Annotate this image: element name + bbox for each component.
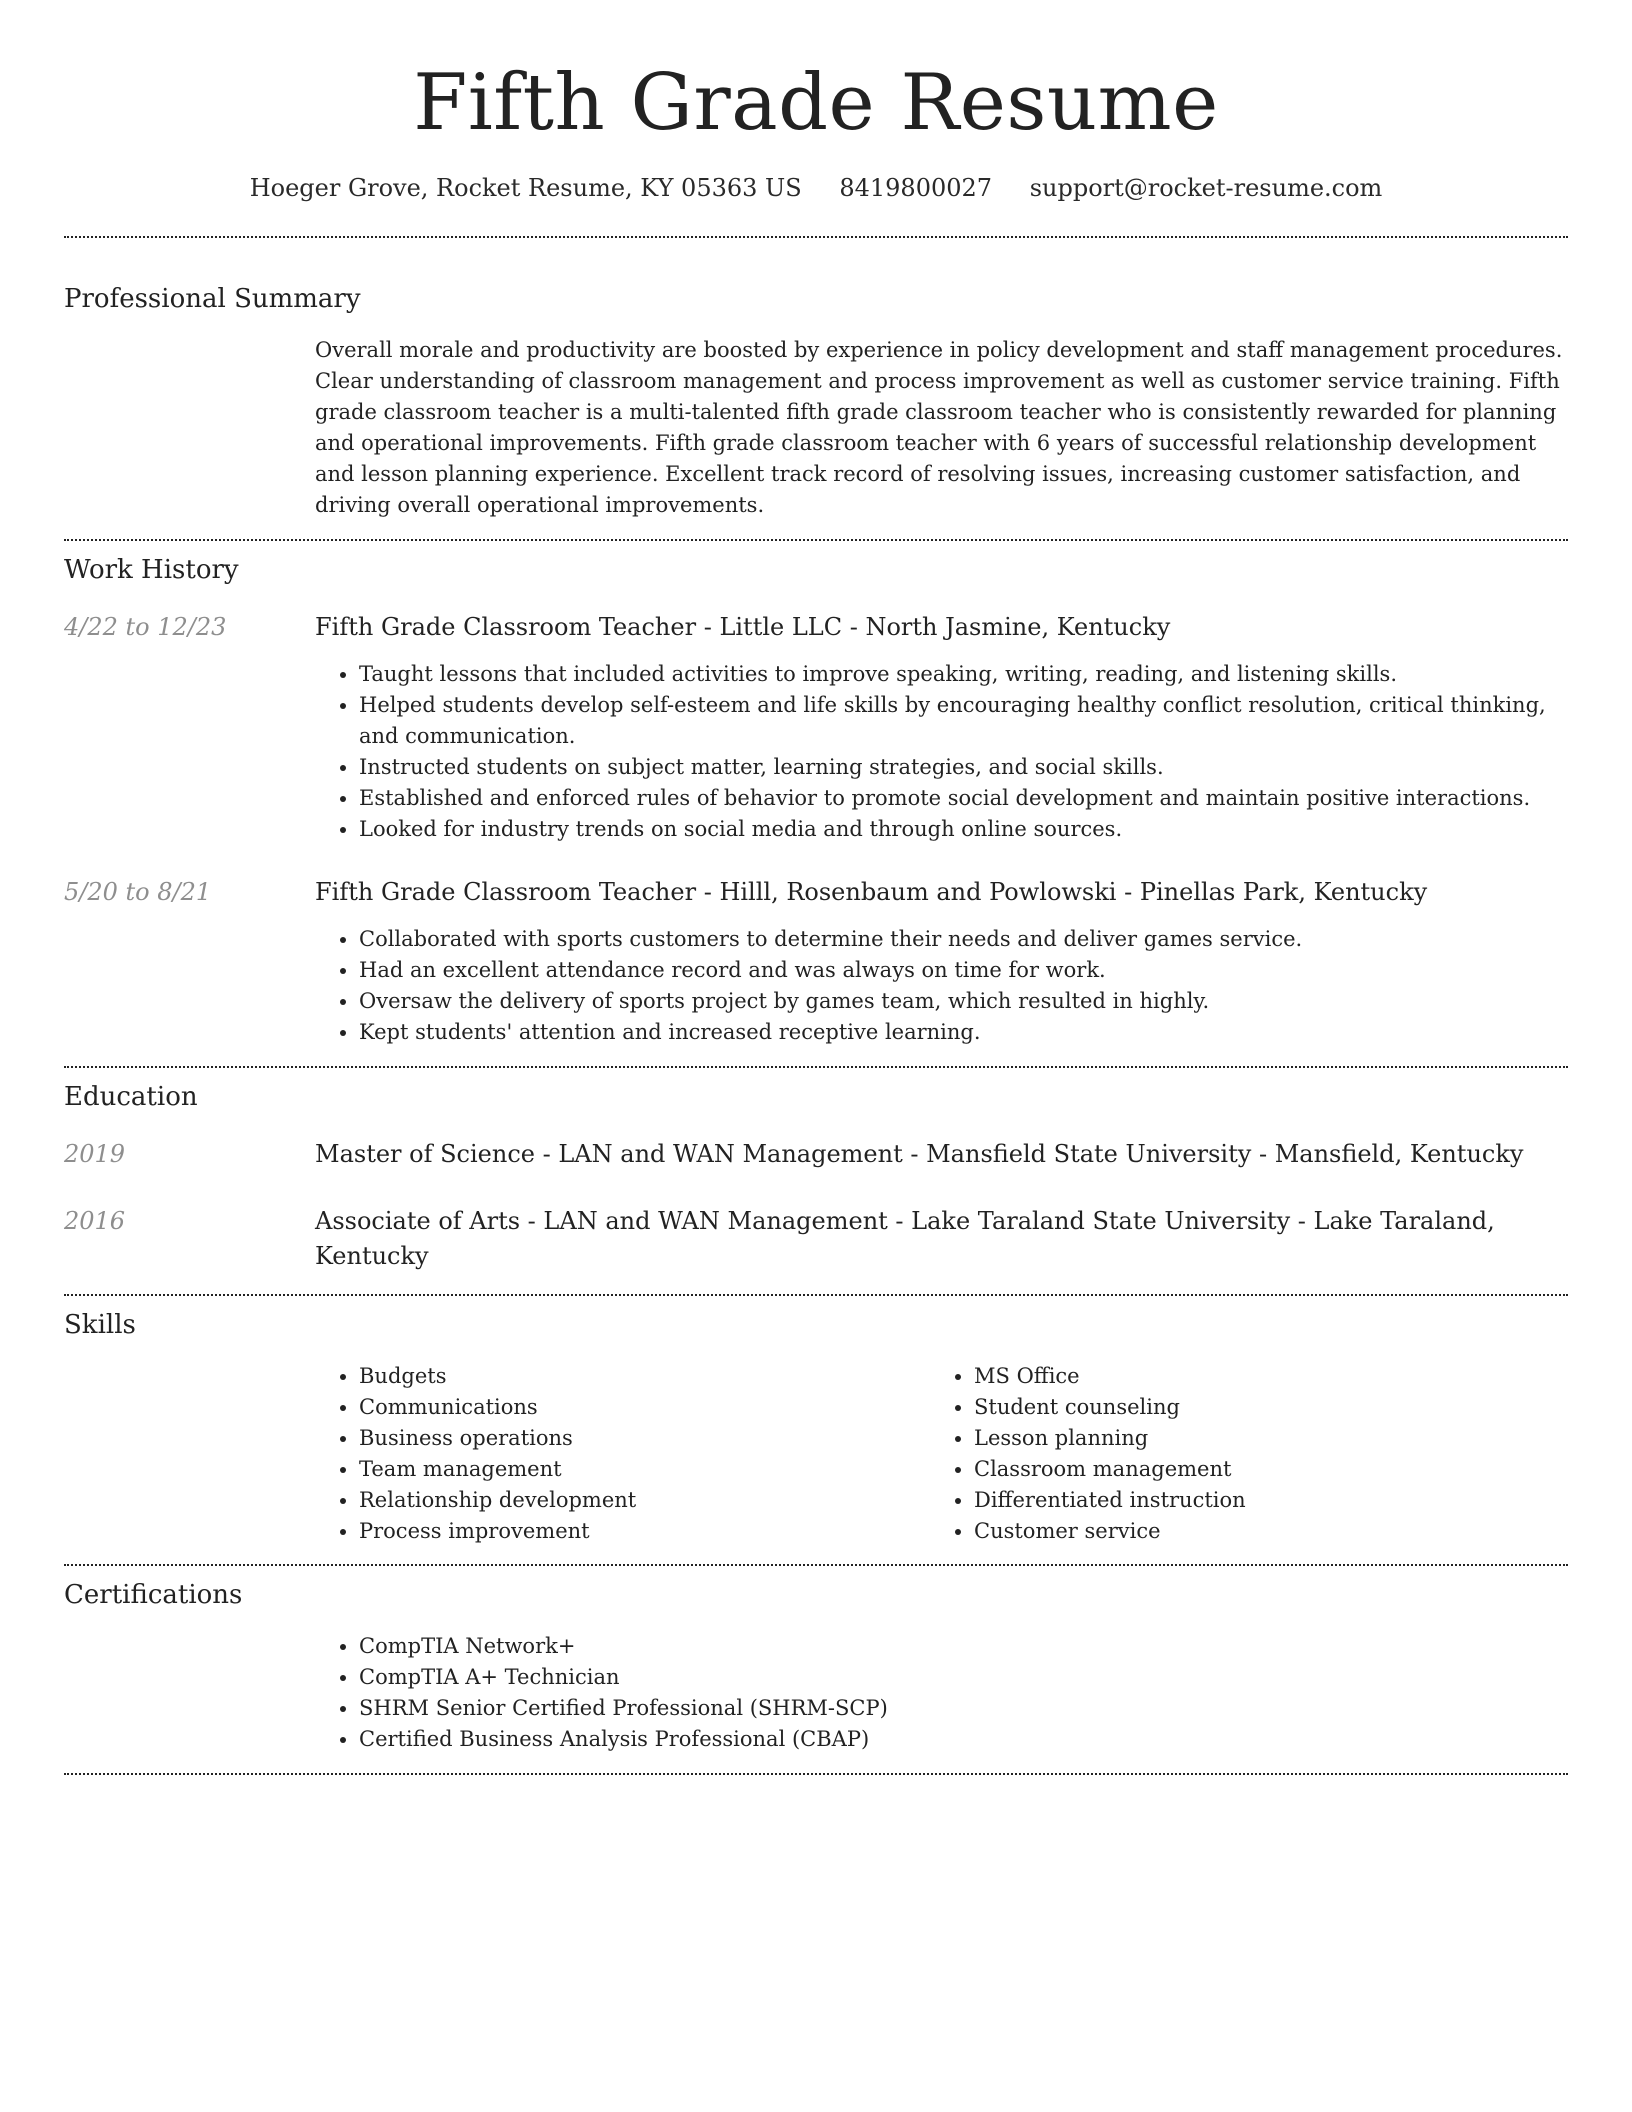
certification-item: • CompTIA Network+ [359,1631,1568,1662]
divider [64,1773,1568,1775]
job-dates: 5/20 to 8/21 [64,878,212,906]
education-degree: Associate of Arts [315,1207,521,1235]
skills-list [315,1361,1568,1547]
skill-item: • Team management [359,1454,930,1485]
contact-email: support@rocket-resume.com [1029,174,1383,202]
divider [64,1564,1568,1566]
education-entry [64,1204,1568,1274]
job-company: Hilll, Rosenbaum and Powlowski [719,878,1117,906]
job-title-line: Fifth Grade Classroom Teacher - Hilll, Rosenbaum and Powlowski - Pinellas Park, Kentucky [315,878,1428,906]
divider [64,539,1568,541]
job-bullets [315,659,1568,845]
skill-item: • MS Office [974,1361,1545,1392]
list-item: • Collaborated with sports customers to determine their needs and deliver games service. [359,924,1568,955]
skill-item: • Communications [359,1392,930,1423]
divider [64,1066,1568,1068]
education-title-line: Master of Science - LAN and WAN Management - Mansfield State University - Mansfield, Kentucky [315,1140,1524,1168]
section-title-work: Work History [64,555,239,585]
education-entry [64,1137,1568,1172]
section-title-certifications: Certifications [64,1580,243,1610]
education-location: Lake Taraland, Kentucky [315,1207,1495,1270]
list-item: • Had an excellent attendance record and was always on time for work. [359,955,1568,986]
job-role: Fifth Grade Classroom Teacher [315,878,697,906]
section-title-education: Education [64,1082,198,1112]
list-item: • Oversaw the delivery of sports project by games team, which resulted in highly. [359,986,1568,1017]
skill-item: • Customer service [974,1516,1545,1547]
resume-name: Fifth Grade Resume [413,58,1219,148]
education-title-line: Associate of Arts - LAN and WAN Management - Lake Taraland State University - Lake Taraland, Kentucky [315,1207,1495,1270]
job-entry [64,610,1568,845]
skill-item: • Classroom management [974,1454,1545,1485]
job-entry [64,875,1568,1048]
divider [64,236,1568,238]
divider [64,1294,1568,1296]
certification-item: • SHRM Senior Certified Professional (SHRM-SCP) [359,1693,1568,1724]
job-dates: 4/22 to 12/23 [64,613,227,641]
education-school: Lake Taraland State University [911,1207,1291,1235]
section-title-skills: Skills [64,1310,136,1340]
skill-item: • Differentiated instruction [974,1485,1545,1516]
resume-page [64,0,1568,1775]
contact-address: Hoeger Grove, Rocket Resume, KY 05363 US [249,174,802,202]
skill-item: • Lesson planning [974,1423,1545,1454]
certification-item: • CompTIA A+ Technician [359,1662,1568,1693]
list-item: • Established and enforced rules of behavior to promote social development and maintain positive interactions. [359,783,1568,814]
certifications-list [315,1631,1568,1755]
certification-item: • Certified Business Analysis Professional (CBAP) [359,1724,1568,1755]
list-item: • Instructed students on subject matter, learning strategies, and social skills. [359,752,1568,783]
contact-phone: 8419800027 [839,174,993,202]
job-location: North Jasmine, Kentucky [865,613,1171,641]
skill-item: • Budgets [359,1361,930,1392]
skill-item: • Relationship development [359,1485,930,1516]
education-year: 2019 [64,1140,126,1168]
list-item: • Taught lessons that included activities to improve speaking, writing, reading, and listening skills. [359,659,1568,690]
education-degree: Master of Science [315,1140,535,1168]
education-field: LAN and WAN Management [558,1140,903,1168]
contact-line [64,172,1568,204]
education-field: LAN and WAN Management [543,1207,888,1235]
list-item: • Looked for industry trends on social media and through online sources. [359,814,1568,845]
education-year: 2016 [64,1207,126,1235]
skills-column-left [315,1361,930,1547]
skill-item: • Process improvement [359,1516,930,1547]
job-title-line: Fifth Grade Classroom Teacher - Little LLC - North Jasmine, Kentucky [315,613,1171,641]
job-company: Little LLC [719,613,843,641]
list-item: • Helped students develop self-esteem and life skills by encouraging healthy conflict resolution, critical thinking, and communication. [359,690,1568,752]
education-school: Mansfield State University [926,1140,1252,1168]
list-item: • Kept students' attention and increased receptive learning. [359,1017,1568,1048]
job-location: Pinellas Park, Kentucky [1139,878,1428,906]
skills-column-right [930,1361,1545,1547]
education-location: Mansfield, Kentucky [1274,1140,1524,1168]
skill-item: • Student counseling [974,1392,1545,1423]
summary-text: Overall morale and productivity are boosted by experience in policy development and staff management procedures. Clear understanding of classroom management and process improvement as well as customer service training. Fifth grade classroom teacher is a multi-talented fifth grade classroom teacher who is consistently rewarded for planning and operational improvements. Fifth grade classroom teacher with 6 years of successful relationship development and lesson planning experience. Excellent track record of resolving issues, increasing customer satisfaction, and driving overall operational improvements. [315,338,1563,517]
job-role: Fifth Grade Classroom Teacher [315,613,697,641]
skill-item: • Business operations [359,1423,930,1454]
section-title-summary: Professional Summary [64,284,361,314]
job-bullets [315,924,1568,1048]
